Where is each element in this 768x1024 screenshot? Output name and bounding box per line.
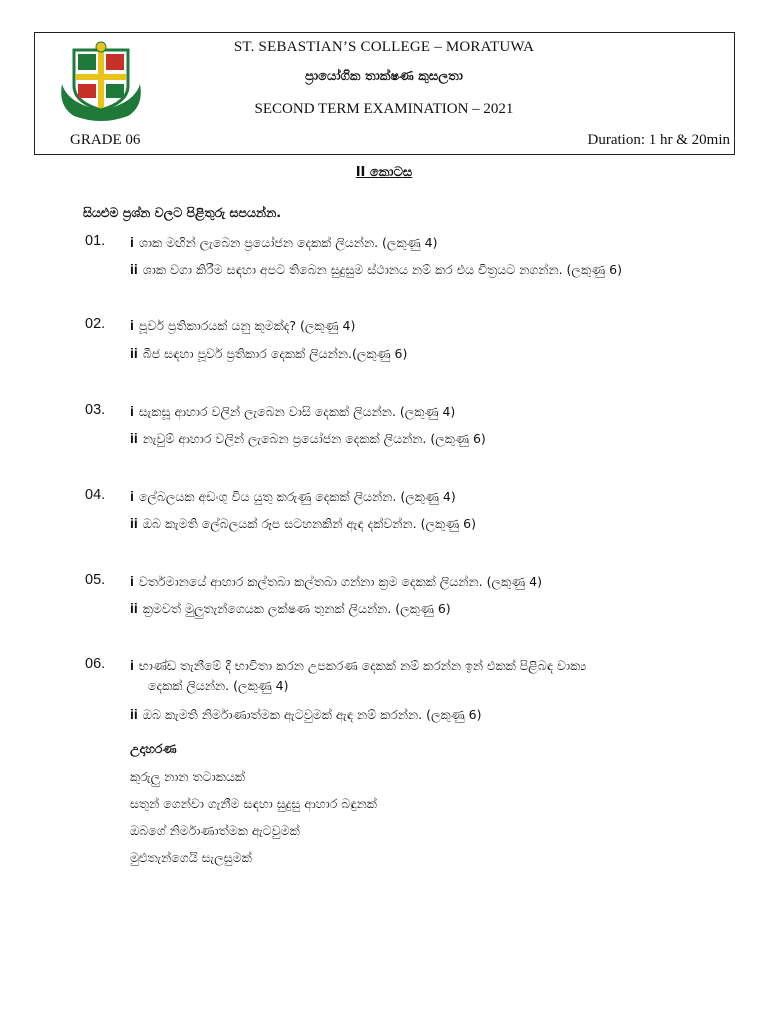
question-part-i: i වර්තමානයේ ආහාර කල්තබා කල්තබා ගන්නා ක්‍රම දෙකක් ලියන්න. (ලකුණු 4)	[130, 573, 542, 589]
question-number: 05.	[85, 572, 106, 588]
question-part-ii: ii ශාක වගා කිරීම සඳහා අපට තිබෙන සුදුසුම ස්ථානය නම් කර එය චිත්‍රයට නගන්න. (ලකුණු 6)	[130, 261, 622, 277]
question-part-ii: ii ඔබ කැමති ලේබලයක් රූප සටහනකින් ඇඳ දක්වන්න. (ලකුණු 6)	[130, 515, 476, 531]
example-item: ඔබගේ නිර්මාණාත්මක ඇටවුමක්	[130, 823, 300, 838]
grade-label: GRADE 06	[70, 132, 141, 148]
subject-title: ප්‍රායෝගික තාක්ෂණ කුසලතා	[305, 69, 463, 84]
question-part-i: i භාණ්ඩ තැනීමේ දී භාවිතා කරන උපකරණ දෙකක් නම් කරන්න ඉන් එකක් පිළිබඳ වාක්‍ය	[130, 657, 587, 673]
instruction-text: සියළුම ප්‍රශ්න වලට පිළිතුරු සපයන්න.	[83, 205, 281, 220]
school-name: ST. SEBASTIAN’S COLLEGE – MORATUWA	[233, 39, 535, 55]
question-part-ii: ii බීජ සඳහා පූර්ව ප්‍රතිකාර දෙකක් ලියන්න.(ලකුණු 6)	[130, 345, 408, 361]
exam-title: SECOND TERM EXAMINATION – 2021	[254, 101, 514, 117]
question-part-i: i සැකසූ ආහාර වලින් ලැබෙන වාසි දෙකක් ලියන්න. (ලකුණු 4)	[130, 403, 456, 419]
question-part-i: i ලේබලයක අඩංගු විය යුතු කරුණු දෙකක් ලියන්න. (ලකුණු 4)	[130, 488, 456, 504]
part-title: II කොටස	[355, 165, 413, 180]
question-number: 02.	[85, 316, 106, 332]
example-item: මුළුතැන්ගෙයි සැලසුමක්	[130, 850, 252, 865]
question-number: 01.	[85, 233, 106, 249]
example-item: සතුන් ගෙන්වා ගැනීම සඳහා සුදුසු ආහාර බඳුනක්	[130, 796, 377, 811]
question-part-i: i පූර්ව ප්‍රතිකාරයක් යනු කුමක්ද? (ලකුණු 4)	[130, 317, 356, 333]
question-number: 06.	[85, 656, 106, 672]
example-item: කුරුලු නාන තටාකයක්	[130, 769, 246, 784]
examples-title: උදාහරණ	[130, 741, 177, 756]
question-part-ii: ii නැවුම් ආහාර වලින් ලැබෙන ප්‍රයෝජන දෙකක් ලියන්න. (ලකුණු 6)	[130, 430, 486, 446]
question-number: 03.	[85, 402, 106, 418]
question-part-ii: ii ක්‍රමවත් මුලුතැන්ගෙයක ලක්ෂණ තුනක් ලියන්න. (ලකුණු 6)	[130, 600, 451, 616]
question-part-i: i ශාක මඟින් ලැබෙන ප්‍රයෝජන දෙකක් ලියන්න. (ලකුණු 4)	[130, 234, 438, 250]
question-part-ii: ii ඔබ කැමති නිර්මාණාත්මක ඇටවුමක් ඇඳ නම් කරන්න. (ලකුණු 6)	[130, 706, 482, 722]
question-number: 04.	[85, 487, 106, 503]
duration-label: Duration: 1 hr & 20min	[587, 132, 730, 148]
question-part-i-continued: දෙකක් ලියන්න. (ලකුණු 4)	[148, 678, 289, 693]
